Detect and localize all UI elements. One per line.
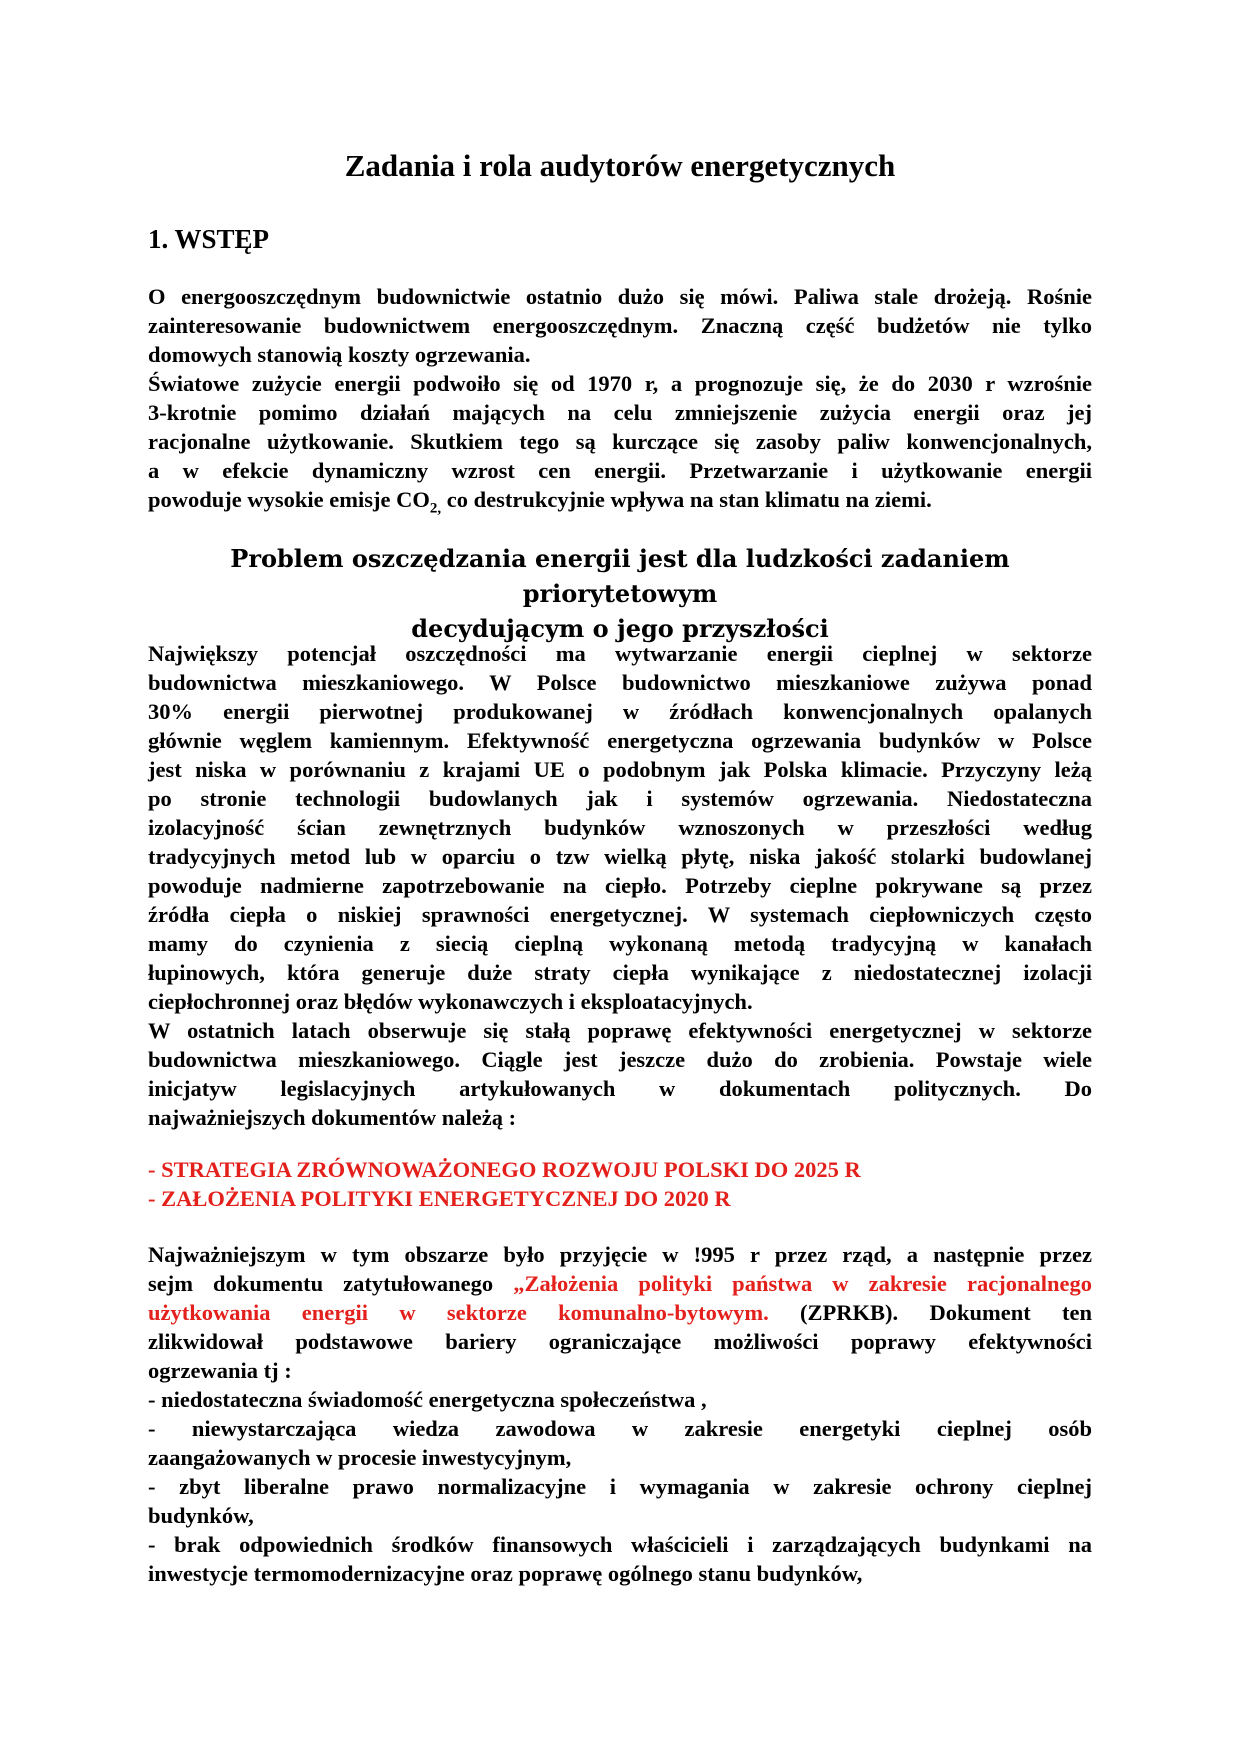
- body1-line: najważniejszych dokumentów należą :: [148, 1105, 517, 1130]
- barrier-item: - niedostateczna świadomość energetyczna społeczeństwa ,: [148, 1387, 707, 1412]
- body2-line: zlikwidował podstawowe bariery ograniczające możliwości poprawy efektywności: [148, 1329, 1092, 1354]
- document-title-red: „Założenia polityki państwa w zakresie racjonalnego: [513, 1271, 1092, 1296]
- intro-line: a w efekcie dynamiczny wzrost cen energii. Przetwarzanie i użytkowanie energii: [148, 458, 1092, 483]
- co2-subscript: 2,: [429, 500, 442, 517]
- intro-paragraph: [148, 282, 1092, 517]
- body1-line: 30% energii pierwotnej produkowanej w źródłach konwencjonalnych opalanych: [148, 699, 1092, 724]
- body1-line: ciepłochronnej oraz błędów wykonawczych i eksploatacyjnych.: [148, 989, 753, 1014]
- key-documents-list: [148, 1155, 1092, 1213]
- body1-line: budownictwa mieszkaniowego. Ciągle jest jeszcze dużo do zrobienia. Powstaje wiele: [148, 1047, 1092, 1072]
- barrier-item-cont: budynków,: [148, 1503, 254, 1528]
- document-title-red-cont: użytkowania energii w sektorze komunalno-bytowym.: [148, 1300, 769, 1325]
- body2-line-title-cont: [148, 1298, 1092, 1327]
- barrier-item-cont: zaangażowanych w procesie inwestycyjnym,: [148, 1445, 572, 1470]
- highlight-line: Problem oszczędzania energii jest dla ludzkości zadaniem priorytetowym: [230, 544, 1010, 608]
- barrier-item-cont: inwestycje termomodernizacyjne oraz poprawę ogólnego stanu budynków,: [148, 1561, 863, 1586]
- body1-line: jest niska w porównaniu z krajami UE o podobnym jak Polska klimacie. Przyczyny leżą: [148, 757, 1092, 782]
- key-document-item: - STRATEGIA ZRÓWNOWAŻONEGO ROZWOJU POLSKI DO 2025 R: [148, 1157, 861, 1182]
- highlight-line: decydującym o jego przyszłości: [411, 614, 829, 643]
- intro-line: zainteresowanie budownictwem energooszczędnym. Znaczną część budżetów nie tylko: [148, 313, 1092, 338]
- key-document-item: - ZAŁOŻENIA POLITYKI ENERGETYCZNEJ DO 2020 R: [148, 1186, 731, 1211]
- body1-line: źródła ciepła o niskiej sprawności energetycznej. W systemach ciepłowniczych często: [148, 902, 1092, 927]
- body1-line: głównie węglem kamiennym. Efektywność energetyczna ogrzewania budynków w Polsce: [148, 728, 1092, 753]
- body1-line: W ostatnich latach obserwuje się stałą poprawę efektywności energetycznej w sektorze: [148, 1018, 1092, 1043]
- body1-line: inicjatyw legislacyjnych artykułowanych w dokumentach politycznych. Do: [148, 1076, 1092, 1101]
- intro-line-co2: [148, 485, 1092, 517]
- intro-line: racjonalne użytkowanie. Skutkiem tego są kurczące się zasoby paliw konwencjonalnych,: [148, 429, 1092, 454]
- body1-line: łupinowych, która generuje duże straty ciepła wynikające z niedostatecznej izolacji: [148, 960, 1092, 985]
- body1-line: po stronie technologii budowlanych jak i systemów ogrzewania. Niedostateczna: [148, 786, 1092, 811]
- body2-line-title: [148, 1269, 1092, 1298]
- body2-line: Najważniejszym w tym obszarze było przyjęcie w !995 r przez rząd, a następnie przez: [148, 1242, 1092, 1267]
- barrier-item: - brak odpowiednich środków finansowych właścicieli i zarządzających budynkami na: [148, 1532, 1092, 1557]
- body1-line: powoduje nadmierne zapotrzebowanie na ciepło. Potrzeby cieplne pokrywane są przez: [148, 873, 1092, 898]
- intro-line: 3-krotnie pomimo działań mających na celu zmniejszenie zużycia energii oraz jej: [148, 400, 1092, 425]
- body1-line: budownictwa mieszkaniowego. W Polsce budownictwo mieszkaniowe zużywa ponad: [148, 670, 1092, 695]
- document-title: Zadania i rola audytorów energetycznych: [344, 148, 896, 183]
- intro-line-co2-after: co destrukcyjnie wpływa na stan klimatu na ziemi.: [441, 487, 932, 512]
- barrier-item: - zbyt liberalne prawo normalizacyjne i wymagania w zakresie ochrony cieplnej: [148, 1474, 1092, 1499]
- body1-line: mamy do czynienia z siecią cieplną wykonaną metodą tradycyjną w kanałach: [148, 931, 1092, 956]
- intro-line: Światowe zużycie energii podwoiło się od 1970 r, a prognozuje się, że do 2030 r wzrośnie: [148, 371, 1092, 396]
- highlight-statement: [148, 541, 1092, 646]
- body1-line: Największy potencjał oszczędności ma wytwarzanie energii cieplnej w sektorze: [148, 641, 1092, 666]
- intro-line: domowych stanowią koszty ogrzewania.: [148, 342, 531, 367]
- intro-line: O energooszczędnym budownictwie ostatnio dużo się mówi. Paliwa stale drożeją. Rośnie: [148, 284, 1092, 309]
- body2-line: ogrzewania tj :: [148, 1358, 292, 1383]
- body2-line2-text: sejm dokumentu zatytułowanego: [148, 1271, 514, 1296]
- body1-line: izolacyjność ścian zewnętrznych budynków wznoszonych w przeszłości według: [148, 815, 1092, 840]
- body1-line: tradycyjnych metod lub w oparciu o tzw wielką płytę, niska jakość stolarki budowlanej: [148, 844, 1092, 869]
- body-paragraph-1: [148, 639, 1092, 1132]
- barrier-item: - niewystarczająca wiedza zawodowa w zakresie energetyki cieplnej osób: [148, 1416, 1092, 1441]
- body-paragraph-2: [148, 1240, 1092, 1588]
- body2-line3-text: (ZPRKB). Dokument ten: [768, 1300, 1092, 1325]
- section-heading: 1. WSTĘP: [148, 224, 270, 254]
- intro-line-co2-before: powoduje wysokie emisje CO: [148, 487, 430, 512]
